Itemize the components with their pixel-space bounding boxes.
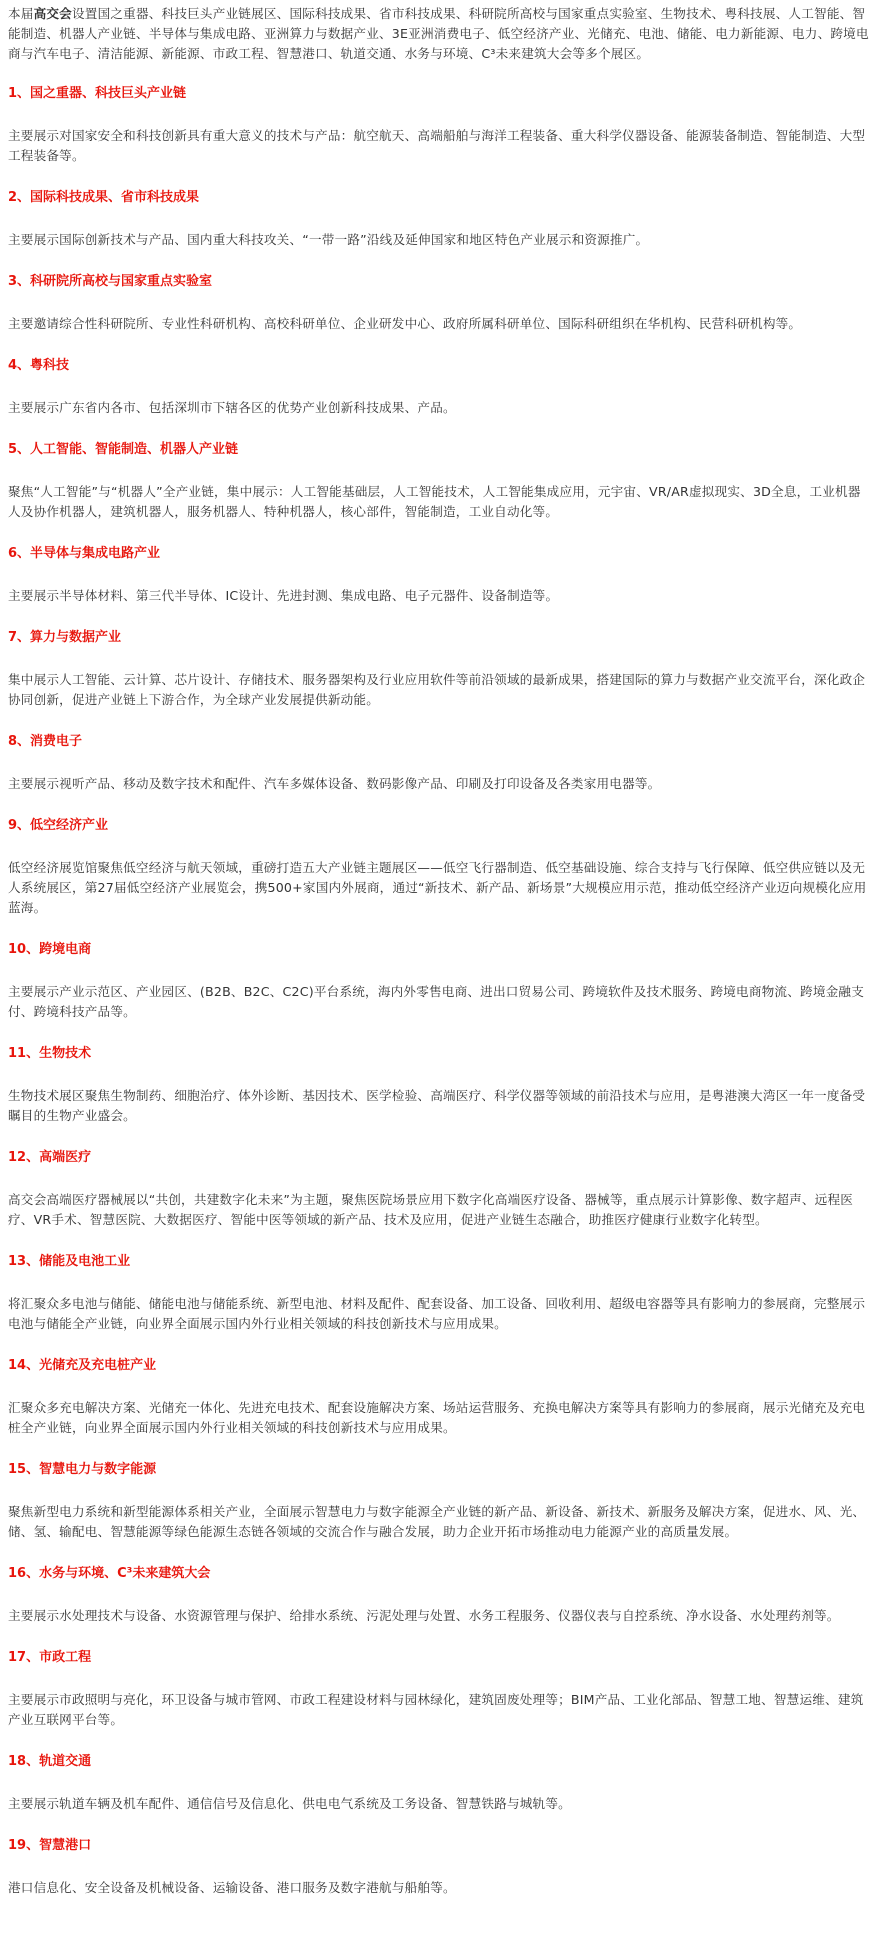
exhibition-section bbox=[8, 940, 871, 1022]
intro-highlight: 高交会 bbox=[33, 6, 72, 21]
exhibition-section bbox=[8, 1148, 871, 1230]
section-title: 6、半导体与集成电路产业 bbox=[8, 546, 161, 561]
section-title: 16、水务与环境、C³未来建筑大会 bbox=[8, 1566, 211, 1581]
exhibition-section bbox=[8, 544, 871, 606]
section-title: 18、轨道交通 bbox=[8, 1754, 92, 1769]
section-body: 主要展示国际创新技术与产品、国内重大科技攻关、“一带一路”沿线及延伸国家和地区特色产业展示和资源推广。 bbox=[8, 232, 649, 247]
section-body: 主要展示视听产品、移动及数字技术和配件、汽车多媒体设备、数码影像产品、印刷及打印设备及各类家用电器等。 bbox=[8, 776, 661, 791]
section-body: 将汇聚众多电池与储能、储能电池与储能系统、新型电池、材料及配件、配套设备、加工设备、回收利用、超级电容器等具有影响力的参展商，完整展示电池与储能全产业链，向业界全面展示国内外行业相关领域的科技创新技术与应用成果。 bbox=[8, 1296, 866, 1331]
section-title: 11、生物技术 bbox=[8, 1046, 92, 1061]
section-title: 17、市政工程 bbox=[8, 1650, 92, 1665]
exhibition-section bbox=[8, 816, 871, 918]
section-body: 主要展示对国家安全和科技创新具有重大意义的技术与产品：航空航天、高端船舶与海洋工程装备、重大科学仪器设备、能源装备制造、智能制造、大型工程装备等。 bbox=[8, 128, 866, 163]
exhibition-section bbox=[8, 1836, 871, 1898]
section-title: 13、储能及电池工业 bbox=[8, 1254, 131, 1269]
exhibition-section bbox=[8, 188, 871, 250]
section-body: 主要展示产业示范区、产业园区、(B2B、B2C、C2C)平台系统，海内外零售电商、进出口贸易公司、跨境软件及技术服务、跨境电商物流、跨境金融支付、跨境科技产品等。 bbox=[8, 984, 864, 1019]
intro-prefix: 本届 bbox=[8, 6, 34, 21]
section-title: 10、跨境电商 bbox=[8, 942, 92, 957]
section-body: 聚焦“人工智能”与“机器人”全产业链，集中展示：人工智能基础层，人工智能技术，人工智能集成应用，元宇宙、VR/AR虚拟现实、3D全息，工业机器人及协作机器人，建筑机器人，服务机器人、特种机器人，核心部件，智能制造，工业自动化等。 bbox=[8, 484, 861, 519]
exhibition-section bbox=[8, 1564, 871, 1626]
exhibition-sections bbox=[8, 84, 871, 1898]
exhibition-section bbox=[8, 1648, 871, 1730]
section-title: 7、算力与数据产业 bbox=[8, 630, 122, 645]
section-body: 主要展示半导体材料、第三代半导体、IC设计、先进封测、集成电路、电子元器件、设备制造等。 bbox=[8, 588, 559, 603]
section-body: 主要展示轨道车辆及机车配件、通信信号及信息化、供电电气系统及工务设备、智慧铁路与城轨等。 bbox=[8, 1796, 571, 1811]
section-title: 3、科研院所高校与国家重点实验室 bbox=[8, 274, 213, 289]
exhibition-section bbox=[8, 1044, 871, 1126]
section-body: 主要邀请综合性科研院所、专业性科研机构、高校科研单位、企业研发中心、政府所属科研单位、国际科研组织在华机构、民营科研机构等。 bbox=[8, 316, 802, 331]
intro-text: 设置国之重器、科技巨头产业链展区、国际科技成果、省市科技成果、科研院所高校与国家重点实验室、生物技术、粤科技展、人工智能、智能制造、机器人产业链、半导体与集成电路、亚洲算力与数据产业、3E亚洲消费电子、低空经济产业、光储充、电池、储能、电力新能源、电力、跨境电商与汽车电子、清洁能源、新能源、市政工程、智慧港口、轨道交通、水务与环境、C³未来建筑大会等多个展区。 bbox=[8, 6, 869, 61]
section-body: 港口信息化、安全设备及机械设备、运输设备、港口服务及数字港航与船舶等。 bbox=[8, 1880, 456, 1895]
intro-paragraph bbox=[8, 4, 871, 64]
exhibition-section bbox=[8, 1356, 871, 1438]
section-title: 14、光储充及充电桩产业 bbox=[8, 1358, 157, 1373]
section-body: 主要展示水处理技术与设备、水资源管理与保护、给排水系统、污泥处理与处置、水务工程服务、仪器仪表与自控系统、净水设备、水处理药剂等。 bbox=[8, 1608, 840, 1623]
exhibition-section bbox=[8, 628, 871, 710]
exhibition-section bbox=[8, 440, 871, 522]
section-body: 汇聚众多充电解决方案、光储充一体化、先进充电技术、配套设施解决方案、场站运营服务、充换电解决方案等具有影响力的参展商，展示光储充及充电桩全产业链，向业界全面展示国内外行业相关领域的科技创新技术与应用成果。 bbox=[8, 1400, 866, 1435]
section-body: 高交会高端医疗器械展以“共创，共建数字化未来”为主题，聚焦医院场景应用下数字化高端医疗设备、器械等，重点展示计算影像、数字超声、远程医疗、VR手术、智慧医院、大数据医疗、智能中医等领域的新产品、技术及应用，促进产业链生态融合，助推医疗健康行业数字化转型。 bbox=[8, 1192, 854, 1227]
section-title: 15、智慧电力与数字能源 bbox=[8, 1462, 157, 1477]
exhibition-section bbox=[8, 84, 871, 166]
section-title: 19、智慧港口 bbox=[8, 1838, 92, 1853]
exhibition-section bbox=[8, 732, 871, 794]
section-title: 2、国际科技成果、省市科技成果 bbox=[8, 190, 200, 205]
section-body: 聚焦新型电力系统和新型能源体系相关产业，全面展示智慧电力与数字能源全产业链的新产品、新设备、新技术、新服务及解决方案，促进水、风、光、储、氢、输配电、智慧能源等绿色能源生态链各领域的交流合作与融合发展，助力企业开拓市场推动电力能源产业的高质量发展。 bbox=[8, 1504, 866, 1539]
section-title: 9、低空经济产业 bbox=[8, 818, 109, 833]
exhibition-section bbox=[8, 356, 871, 418]
section-title: 12、高端医疗 bbox=[8, 1150, 92, 1165]
exhibition-section bbox=[8, 1752, 871, 1814]
section-body: 主要展示市政照明与亮化，环卫设备与城市管网、市政工程建设材料与园林绿化，建筑固废处理等；BIM产品、工业化部品、智慧工地、智慧运维、建筑产业互联网平台等。 bbox=[8, 1692, 864, 1727]
section-title: 4、粤科技 bbox=[8, 358, 70, 373]
section-body: 生物技术展区聚焦生物制药、细胞治疗、体外诊断、基因技术、医学检验、高端医疗、科学仪器等领域的前沿技术与应用，是粤港澳大湾区一年一度备受瞩目的生物产业盛会。 bbox=[8, 1088, 866, 1123]
section-title: 1、国之重器、科技巨头产业链 bbox=[8, 86, 187, 101]
section-body: 集中展示人工智能、云计算、芯片设计、存储技术、服务器架构及行业应用软件等前沿领域的最新成果，搭建国际的算力与数据产业交流平台，深化政企协同创新，促进产业链上下游合作，为全球产业发展提供新动能。 bbox=[8, 672, 866, 707]
section-title: 8、消费电子 bbox=[8, 734, 83, 749]
section-title: 5、人工智能、智能制造、机器人产业链 bbox=[8, 442, 239, 457]
exhibition-section bbox=[8, 272, 871, 334]
exhibition-section bbox=[8, 1460, 871, 1542]
section-body: 低空经济展览馆聚焦低空经济与航天领域，重磅打造五大产业链主题展区——低空飞行器制造、低空基础设施、综合支持与飞行保障、低空供应链以及无人系统展区，第27届低空经济产业展览会，携500+家国内外展商，通过“新技术、新产品、新场景”大规模应用示范，推动低空经济产业迈向规模化应用蓝海。 bbox=[8, 860, 867, 915]
exhibition-section bbox=[8, 1252, 871, 1334]
section-body: 主要展示广东省内各市、包括深圳市下辖各区的优势产业创新科技成果、产品。 bbox=[8, 400, 456, 415]
